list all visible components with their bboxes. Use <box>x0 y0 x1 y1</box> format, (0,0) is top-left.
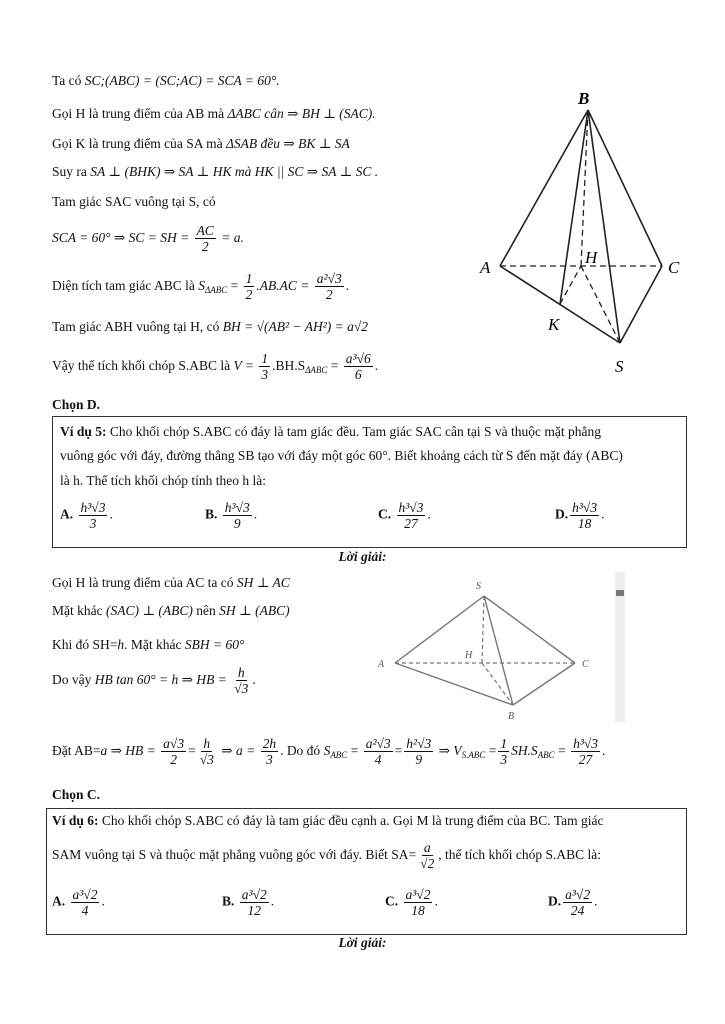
sol2-line5: Đặt AB=a ⇒ HB = $\frac{a√3}{2}$ = $\frac{h}{√3}$ ⇒ a = $\frac{2h}{3}$ . Do đó $S_{ABC}$ = $\frac{\text{a²√3}}{4}$ = $\frac{\text{h²√3}}{9}$ ⇒ $V_{S.ABC}$ = $\frac{1}{3}$ $SH.S_{ABC}$ = $\frac{\text{h³√3}}{27}$ . <box>52 736 606 768</box>
pyramid-figure-2 <box>370 575 610 725</box>
math: .AB.AC = <box>256 278 310 293</box>
vertex-label-b2: B <box>508 711 515 722</box>
text: Vậy thể tích khối chóp S.ABC là <box>52 358 231 373</box>
math: V = <box>233 358 254 373</box>
sol2-line3: Khi đó SH=h. Mặt khác SBH = 60° <box>52 637 245 652</box>
vertex-label-c2: C <box>582 659 589 670</box>
vertex-label-s: S <box>615 357 624 376</box>
vertex-label-k: K <box>548 315 560 334</box>
text: Gọi H là trung điểm của AB mà <box>52 106 225 121</box>
text: Gọi K là trung điểm của SA mà <box>52 136 223 151</box>
sol1-line6 <box>52 220 244 256</box>
ex5-option-c[interactable]: C. $\frac{\text{h³√3}}{27}$ . <box>378 500 431 531</box>
scrollbar-track <box>615 572 625 722</box>
choose-answer-2: Chọn C. <box>52 787 101 802</box>
math: = <box>330 358 339 373</box>
vertex-label-s2: S <box>476 581 481 592</box>
ex5-line3: là h. Thể tích khối chóp tính theo h là: <box>60 473 266 488</box>
math: SA ⊥ (BHK) ⇒ SA ⊥ HK mà HK || SC ⇒ SA ⊥ SC . <box>90 164 379 179</box>
solution-heading-1: Lời giải: <box>338 549 387 564</box>
subscript: ΔABC <box>204 285 228 295</box>
sol1-line4 <box>52 163 378 181</box>
fraction: $\frac{1}{3}$ <box>261 351 269 383</box>
sol1-line7: Diện tích tam giác ABC là $S_{\Delta ABC}$ = $\frac{1}{2}$ .AB.AC = $\frac{\text{a²√3}}{2}$ . <box>52 271 350 303</box>
vertex-label-h: H <box>585 248 598 267</box>
vertex-label-a: A <box>480 258 491 277</box>
solution-heading-2: Lời giải: <box>338 935 387 950</box>
sol2-line4: Do vậy HB tan 60° = h ⇒ HB = $\frac{h}{√3}$ . <box>52 665 256 697</box>
text: Tam giác ABH vuông tại H, có <box>52 319 220 334</box>
fraction: $\frac{AC}{2}$ <box>196 223 214 255</box>
ex5-line2: vuông góc với đáy, đường thẳng SB tạo với đáy một góc 60°. Biết khoảng cách từ S đến mặt đáy (ABC) <box>60 448 623 463</box>
ex5-option-b[interactable]: B. $\frac{\text{h³√3}}{9}$ . <box>205 500 258 531</box>
vertex-label-c: C <box>668 258 680 277</box>
fraction: $\frac{\text{a²√3}}{2}$ <box>316 271 342 303</box>
sol1-line3 <box>52 135 350 153</box>
sol2-line1: Gọi H là trung điểm của AC ta có SH ⊥ AC <box>52 575 290 590</box>
vertex-label-a2: A <box>378 659 385 670</box>
vertex-label-b: B <box>578 89 590 108</box>
fraction: $\frac{\text{a³√6}}{6}$ <box>345 351 371 383</box>
sol1-line1 <box>52 72 280 90</box>
text: Ta có <box>52 73 82 88</box>
sol1-line5: Tam giác SAC vuông tại S, có <box>52 194 216 209</box>
example-label: Ví dụ 5: <box>60 424 107 439</box>
math: SC;(ABC) = (SC;AC) = SCA = 60°. <box>84 73 280 88</box>
ex6-line1: Ví dụ 6: Cho khối chóp S.ABC có đáy là tam giác đều cạnh a. Gọi M là trung điểm của BC. Tam giác <box>52 813 604 828</box>
ex6-option-d[interactable]: D. $\frac{\text{a³√2}}{24}$ . <box>548 887 598 918</box>
fraction: $\frac{1}{2}$ <box>245 271 253 303</box>
sol1-line9: Vậy thể tích khối chóp S.ABC là V = $\frac{1}{3}$ $.BH.S_{\Delta ABC}$ = $\frac{\text{a³√6}}{6}$ . <box>52 351 379 383</box>
ex6-option-a[interactable]: A. $\frac{\text{a³√2}}{4}$ . <box>52 887 105 918</box>
pyramid-figure-1 <box>470 80 700 385</box>
ex6-line2: SAM vuông tại S và thuộc mặt phẳng vuông góc với đáy. Biết SA= $\frac{a}{√2}$ , thể tích khối chóp S.ABC là: <box>52 840 602 872</box>
ex5-line1 <box>60 423 601 441</box>
ex5-option-a[interactable]: A. $\frac{\text{h³√3}}{3}$ . <box>60 500 113 531</box>
sol2-line2: Mặt khác (SAC) ⊥ (ABC) nên SH ⊥ (ABC) <box>52 603 290 618</box>
math: .BH.S <box>272 358 306 373</box>
ex6-option-b[interactable]: B. $\frac{\text{a³√2}}{12}$ . <box>222 887 275 918</box>
math: SCA = 60° ⇒ SC = SH = <box>52 230 190 245</box>
ex6-option-c[interactable]: C. $\frac{\text{a³√2}}{18}$ . <box>385 887 438 918</box>
math: S <box>198 278 205 293</box>
ex5-option-d[interactable]: D. $\frac{\text{h³√3}}{18}$ . <box>555 500 605 531</box>
math: BH = √(AB² − AH²) = a√2 <box>222 319 369 334</box>
text: Cho khối chóp S.ABC có đáy là tam giác đều. Tam giác SAC cân tại S và thuộc mặt phẳng <box>106 424 601 439</box>
text: Diện tích tam giác ABC là <box>52 278 195 293</box>
choose-answer-1: Chọn D. <box>52 397 101 412</box>
sol1-line8 <box>52 318 368 336</box>
text: Suy ra <box>52 164 87 179</box>
vertex-label-h2: H <box>465 650 473 661</box>
math: = a. <box>221 230 244 245</box>
math: ΔABC cân ⇒ BH ⊥ (SAC). <box>227 106 376 121</box>
math: ΔSAB đều ⇒ BK ⊥ SA <box>225 136 350 151</box>
scrollbar-thumb <box>616 590 624 596</box>
sol1-line2 <box>52 105 376 123</box>
subscript: ΔABC <box>305 365 328 375</box>
